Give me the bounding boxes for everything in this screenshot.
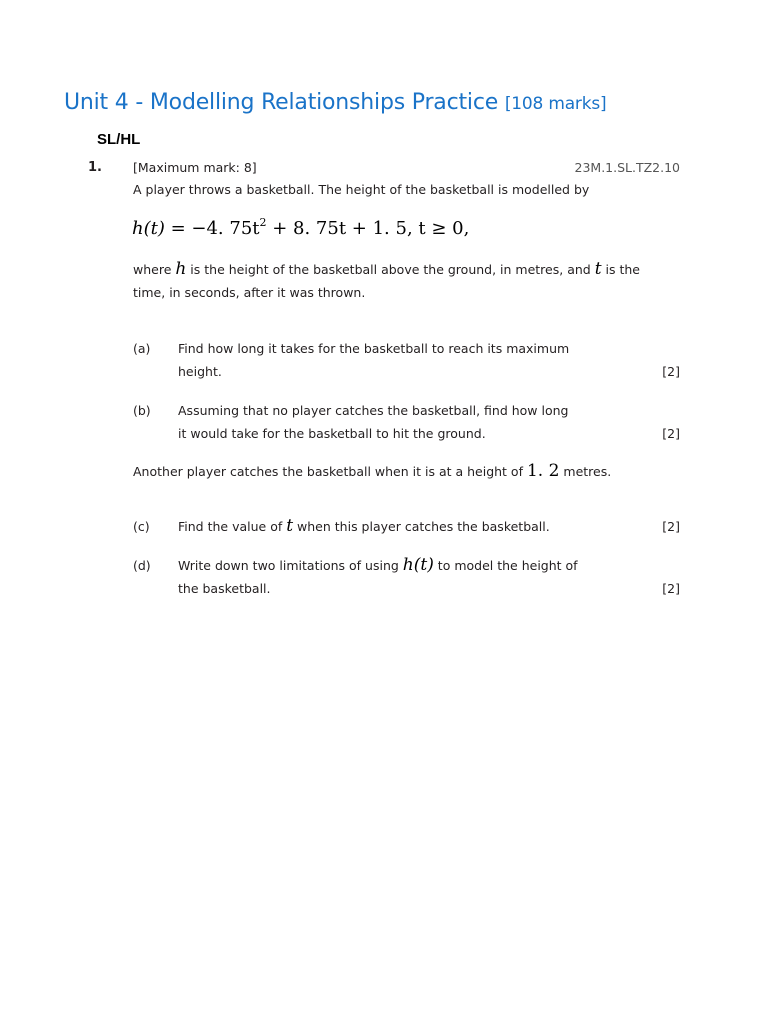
catch-prefix: Another player catches the basketball when it is at a height of [133,464,527,479]
part-d-label: (d) [133,558,151,573]
part-a-text: Find how long it takes for the basketball to reach its maximum height. [178,341,570,379]
catch-suffix: metres. [559,464,612,479]
question-intro: A player throws a basketball. The height of the basketball is modelled by [133,182,590,197]
part-a [133,337,680,383]
formula-exponent: 2 [259,216,267,229]
part-d [133,554,680,600]
part-d-var: h(t) [402,555,434,575]
formula-rhs-a: = −4. 75t [164,218,260,239]
part-c-label: (c) [133,519,150,534]
height-formula [132,216,469,239]
var-h: h [175,259,187,279]
level-label: SL/HL [97,131,141,148]
part-d-prefix: Write down two limitations of using [178,558,403,573]
part-d-text [178,554,578,600]
formula-lhs: h(t) [132,218,165,239]
where-suffix: is the time, in seconds, after it was thrown. [133,262,640,300]
part-b [133,399,680,445]
part-b-label: (b) [133,403,151,418]
question-number: 1. [88,160,102,175]
part-b-text: Assuming that no player catches the basketball, find how long it would take for the basketball to hit the ground. [178,403,569,441]
var-t: t [594,259,602,279]
part-c-prefix: Find the value of [178,519,287,534]
part-a-label: (a) [133,341,151,356]
question-reference: 23M.1.SL.TZ2.10 [574,160,680,175]
where-prefix: where [133,262,176,277]
variable-definitions [133,258,643,304]
part-c [133,515,680,538]
part-c-marks: [2] [662,519,680,534]
part-d-marks: [2] [662,581,680,596]
catch-height-value: 1. 2 [526,461,560,481]
where-mid: is the height of the basketball above the ground, in metres, and [186,262,595,277]
part-c-var: t [286,516,294,536]
total-marks: [108 marks] [504,94,607,114]
part-a-marks: [2] [662,364,680,379]
max-mark: [Maximum mark: 8] [133,160,257,175]
part-b-marks: [2] [662,426,680,441]
part-d-suffix: to model the height of the basketball. [178,558,578,596]
part-c-suffix: when this player catches the basketball. [293,519,550,534]
title-text: Unit 4 - Modelling Relationships Practice [64,90,499,115]
page-title [64,90,606,115]
formula-rhs-b: + 8. 75t + 1. 5, t ≥ 0, [266,218,470,239]
catch-statement [133,460,693,483]
part-c-text [178,515,578,538]
